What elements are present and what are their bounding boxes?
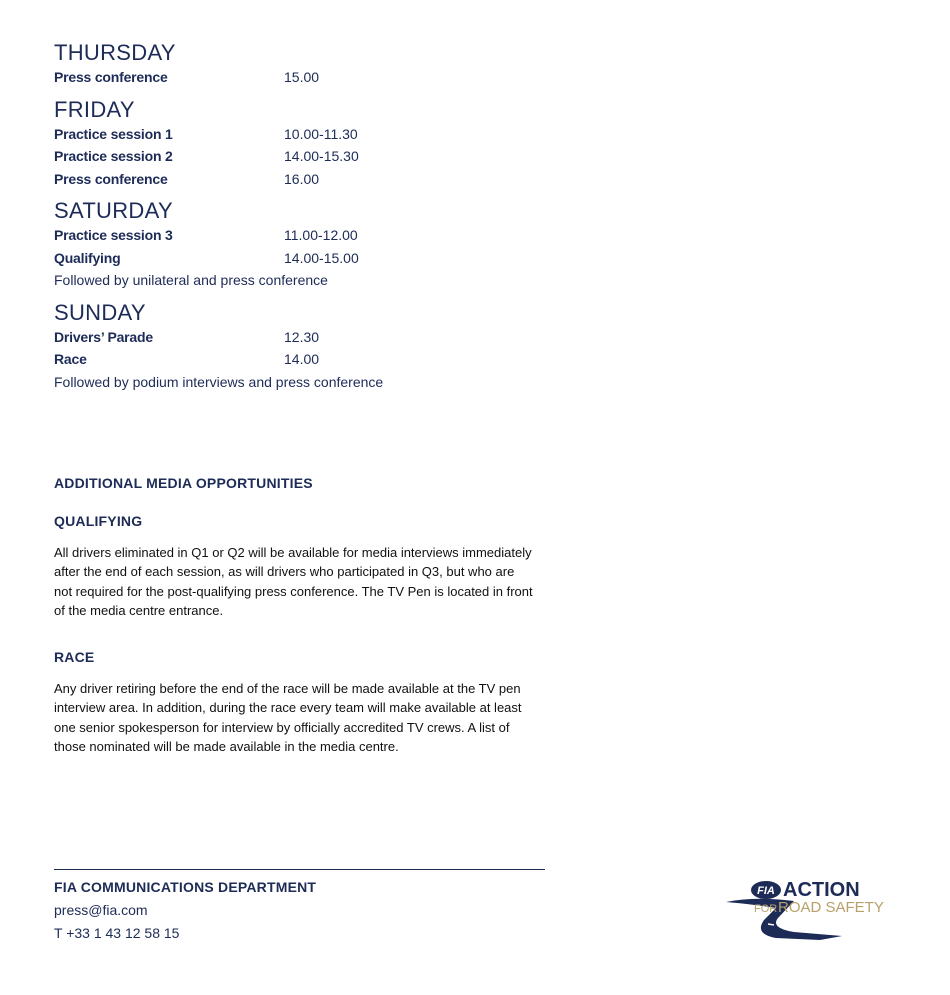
schedule: [54, 40, 914, 401]
footer-divider: [54, 869, 545, 870]
event-label: Press conference: [54, 69, 168, 86]
event-label: Race: [54, 351, 87, 368]
qualifying-title: QUALIFYING: [54, 513, 143, 529]
schedule-row: [54, 247, 914, 270]
schedule-row: [54, 224, 914, 247]
qualifying-paragraph: All drivers eliminated in Q1 or Q2 will be available for media interviews immediately after the end of each session, as will drivers who participated in Q3, but who are not required for the post-qualifying press conference. The TV Pen is located in front of the media centre entrance.: [54, 545, 533, 618]
day-sunday: [54, 300, 914, 394]
event-label: Practice session 3: [54, 227, 173, 244]
footer-email[interactable]: press@fia.com: [54, 902, 148, 918]
event-time: 15.00: [284, 69, 320, 86]
fia-badge-text: FIA: [757, 885, 775, 897]
event-time: 16.00: [284, 170, 320, 187]
event-label: Press conference: [54, 170, 168, 187]
additional-media-title: ADDITIONAL MEDIA OPPORTUNITIES: [54, 475, 313, 491]
day-thursday: [54, 40, 914, 89]
schedule-row: [54, 145, 914, 168]
schedule-row: [54, 326, 914, 349]
day-friday: [54, 97, 914, 191]
schedule-note: Followed by unilateral and press conference: [54, 272, 328, 288]
schedule-row: [54, 348, 914, 371]
event-time: 14.00: [284, 351, 320, 368]
event-time: 10.00-11.30: [284, 125, 358, 142]
footer-department: FIA COMMUNICATIONS DEPARTMENT: [54, 879, 317, 895]
event-time: 14.00-15.30: [284, 148, 359, 165]
event-label: Qualifying: [54, 249, 121, 266]
schedule-row: [54, 66, 914, 89]
event-time: 14.00-15.00: [284, 249, 359, 266]
schedule-row: [54, 168, 914, 191]
event-label: Practice session 1: [54, 125, 173, 142]
footer-phone: T +33 1 43 12 58 15: [54, 925, 180, 941]
event-time: 11.00-12.00: [284, 227, 358, 244]
event-label: Practice session 2: [54, 148, 173, 165]
day-heading: THURSDAY: [54, 40, 176, 65]
day-saturday: [54, 198, 914, 292]
race-title: RACE: [54, 649, 95, 665]
schedule-note: Followed by podium interviews and press conference: [54, 373, 384, 390]
day-heading: FRIDAY: [54, 96, 135, 122]
fia-action-road-safety-logo: [724, 874, 890, 942]
logo-road-safety-text: ROAD SAFETY: [778, 899, 884, 916]
event-label: Drivers’ Parade: [54, 328, 153, 345]
race-paragraph: Any driver retiring before the end of the race will be made available at the TV pen interview area. In addition, during the race every team will make available at least one senior spokesperson for interview by officially accredited TV crews. A list of those nominated will be made available in the media centre.: [54, 681, 522, 754]
schedule-row: [54, 123, 914, 146]
logo-for-text: FOR: [754, 903, 778, 915]
event-time: 12.30: [284, 328, 320, 345]
logo-action-text: ACTION: [783, 879, 860, 901]
day-heading: SATURDAY: [54, 198, 173, 223]
day-heading: SUNDAY: [54, 299, 146, 325]
